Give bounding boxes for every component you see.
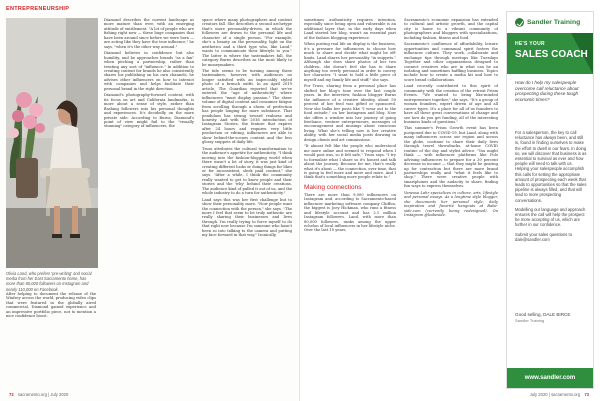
- ad-paragraph: For a salesperson, the key to call reluctance has always been, and still is, found in finding ourselves to make the effort to dwell in our fears. In doing so, we will discover that business is as essential to survival as ever and how people will need to talk with us. Helping your salespeople accomplish this calls for setting the appropriate amount of prospecting each week that leads to opportunities so that the sales pipeline is always filled, and that will lead to more prospecting conversations.: [515, 130, 587, 203]
- ad-paragraph: Modelling our language and approach ensures the call will help the prospect be more accepting of us, which are further in our confidence.: [515, 206, 586, 228]
- ad-question: How do I help my salespeople overcome call reluctance about prospecting during these tough economic times?: [515, 80, 579, 102]
- signature-name: Good selling, DALE BIRCE: [515, 312, 571, 317]
- section-tag: ENTREPRENEURSHIP: [6, 6, 70, 12]
- sandler-advertisement[interactable]: [506, 11, 594, 389]
- footer-site: sacramento.org: [551, 392, 581, 397]
- paragraph: Sacramento's confluence of affordability, leisure opportunities and communal spirit fosters the influencer culture. They work, collaborate and exchange tips through meetups like Tuesdays Together and other organizations designed to connect creatives who are in what can be an isolating and sometimes baffling business. Topics include how to create a media kit and how to score brand collaborations.: [404, 42, 498, 82]
- sandler-logo: [515, 18, 580, 27]
- footer-issue: July 2020: [529, 392, 548, 397]
- page-number: 73: [584, 392, 589, 397]
- woman-with-flowers-photo: [6, 18, 98, 268]
- paragraph: Truss attributes the cultural transformation to the audience's appetite for authenticity. "I think moving into the fashion-blogging world when there wasn't a lot of story, it was just kind of creating different looks or doing things for likes or for inconsistent, sleek paid content," she says. "After a while, I think the community really wanted to get to know people and their stories and the 'why' behind their creations. The audience kind of pulled it out of us, and the whole industry to do a turn for authenticity.": [202, 146, 292, 196]
- section-heading: Making connections: [304, 183, 362, 191]
- paragraph: Diamond's photography-forward content, with its focus on art and California landmarks, is more about a sense of style, rather than flashing followers into his personal thoughts and experiences. It's decidedly on the more private side. According to Burns, Diamond's point of view might fail to the "visually stunning" category of influencers, the: [104, 93, 194, 129]
- footer-site: sacramento.org: [17, 392, 47, 397]
- ad-website-link[interactable]: www.sandler.com: [507, 368, 593, 388]
- left-column-1: [6, 292, 96, 392]
- checkmark-icon: [515, 18, 524, 27]
- paragraph: For Truss, sharing from a personal place has shifted her blog's tone over the last couple years. In the interview, fashion blogger Burns the influence of a creative identity, about 50 percent of her feed was gifted or sponsored. Now she bulks her posts like "I wear out to the food outside," on her Instagram and blog. Now she offers a window into her journey of going freelance, venture entrepreneurs, messages of encouragement and musings about conscious living. What she's telling now is her creative ability, with her social media posts drawing in design clients and art commissions.: [304, 84, 396, 142]
- paragraph: sometimes authenticity requires intention, especially since being open and vulnerable is an additional layer that, in the early days when Land started her blog, wasn't an essential part of the fashion blogging experience.: [304, 18, 396, 40]
- paragraph: Diamond believes in confidence but also humility, and he approaches brands "as a fan" when pitching a partnership, rather than treating any sort of "influence." In addition to creating content for brands he also consistently shares his publishing on his own channels, he advises other influencers on how to interact with companies and helps facilitate their personal brand in the right direction.: [104, 51, 194, 91]
- paragraph: "It almost felt like the people who understood me more online and seemed to respond when I would post was, so it felt safe," Truss says. "I try to formulate what I share so it's honest and talk about the journey. Because for me, that's really what it's about — the connection, over time, that is going to feel more and more and more. And I think that's something more people relate to.": [304, 144, 396, 180]
- right-column-1: [304, 18, 396, 390]
- paragraph: There are more than 9,000 influencers on Instagram and, according to Sacramento-based influencer marketing software company Chiffon, the biggest is Joey Hickman, who runs a fitness and lifestyle account and has 2.1 million Instagram followers. Land, with more than 80,000 followers, ranks among the upper echelon of local influencers in her lifestyle niche. Over the last 10 years,: [304, 192, 396, 233]
- paragraph: Land says this was her first challenge but to show their personality more. "Now people want the connection with the person," she says. "The more I feel that seem to be truly authentic are really sharing their businesses and lives through. I'm really trying to force myself to do that right now because I'm someone who hasn't been so into talking to the camera and putting my face forward in that way." Ironically,: [202, 197, 292, 238]
- ad-paragraph: Submit your sales questions to dale@sandler.com: [515, 231, 573, 242]
- logo-text: Sandler Training: [527, 19, 581, 26]
- left-column-2: [104, 18, 194, 390]
- paragraph: This summer's Prism Growth event has been postponed due to COVID-19, but Land, along with many influencers across our region and across the globe, continue to share their daily lives through travel throwbacks, at-home COVID routine of the day and stylist advice. "You might think — with influencer platforms like Polo advising influencers to prepare for a 30 percent decrease in income — that they might be gearing up for contraction but there are more brand partnerships really and "what it feels like to shop." There were creative people with smartphones and the audacity to share, finding fun ways to express themselves.: [404, 126, 498, 189]
- ad-signature: [515, 312, 570, 323]
- footer-issue: July 2020: [50, 392, 69, 397]
- right-footer: July 2020 | sacramento.org 73: [529, 392, 589, 397]
- ad-banner: [507, 33, 593, 74]
- left-footer: 72 sacramento.org | July 2020: [9, 392, 69, 397]
- banner-kicker: HE'S YOUR: [515, 41, 545, 47]
- left-column-3: [202, 18, 292, 390]
- paragraph: Diamond describes the current landscape as more mature than ever, with an emerging attitude of entitlement. "A lot of people who are fishing right now — these huge companies that have been around since before we were born — are acting like they have the true influence," he says, "when it's the other way around.": [104, 18, 194, 49]
- photo-caption: Olivia Land, who prefers 'pre-writing' and social media from her East Sacramento home, has more than 80,000 followers on Instagram and nearly 110,000 on Facebook.: [6, 271, 92, 292]
- banner-headline: SALES COACH: [515, 49, 588, 60]
- right-column-2: [404, 18, 498, 390]
- signature-role: Sandler Training: [515, 318, 545, 323]
- paragraph: The tide seems to be turning among these tastemakers, however, with audiences no longer satisfied with an impeccably styled photo of a brunch outfit. In an April 2019 article, The Guardian reported that we've entered the "age of authenticity" where influencers "must display passion." The sheer volume of digital content and consumer fatigue from scrolling through a sheen of perfection has people longing for more substance. That pendulum has swung toward realness and honesty. And with the 2016 introduction of Instagram Stories, the feature that expires after 24 hours and requires very little production or editing, influencers are able to show behind-the-scenes content and the less glossy snippets of daily life.: [202, 68, 292, 145]
- author-bio: Vanessa Lahr specializes in culture, arts, lifestyle and personal essays. As a longtime style blogger, she documents her personal style, daily inspiration and favorite hangouts at Babe-side.com (currently being redesigned). On Instagram @babeside.: [404, 190, 498, 218]
- page-number: 72: [9, 392, 14, 397]
- paragraph: Sacramento's economic expansion has extended to cultural and artistic growth, and the capital city is home to a vibrant community of photographers and bloggers with specializations, including fashion, fitness and food.: [404, 18, 498, 40]
- paragraph: After helping to document the release of the Winfrey across the world, producing video clips that were featured in the globally aired commercial, Diamond gained experience and an impressive portfolio piece, not to mention a nice confidence boost.: [6, 292, 96, 319]
- ad-body: [515, 130, 587, 246]
- paragraph: space where many photographers and content creators fall. She describes a second archetype that's more personality-driven, in which the followers are drawn to the personal life and character of a single person. "For example, she's a beauty on the personality, light on the aesthetics and a third type who, like Land," wants to communicate their lifestyle to you." The latter is where the tastemakers fall, the category Burns describes as the most likely to be moneymakers.: [202, 18, 292, 67]
- paragraph: When posting real life on display is the business, it's a pressure for influencers to choose how much to share and decide what might be off-limits. Land shares her personality "in snippets." Although she does share photos of her two children, she doesn't feel she has to share anything too overly personal in order to convey her character. "I want to hold a little piece of myself and my family life and stuff," she says.: [304, 42, 396, 82]
- paragraph: Land recently contributed to this spirit of community with the creation of the retreat Prism Events. "We wanted to bring like-minded entrepreneurs together," she says. "It's a group of women founders, expert driven of age and all career types. It's a place for all of us founders to have all these great conversations of change and see how do you get funding, all of the interesting business kinds of questions.": [404, 84, 498, 124]
